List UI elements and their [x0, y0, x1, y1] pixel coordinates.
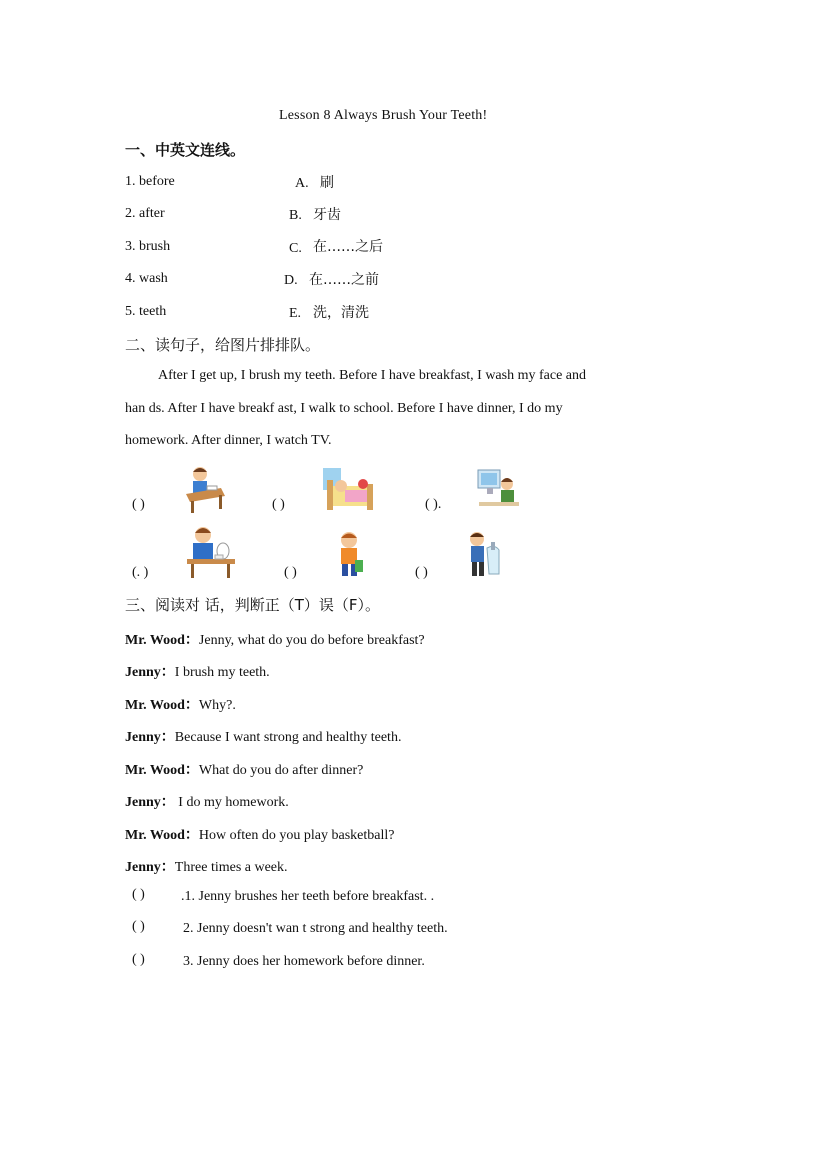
match-left-item: 5. teeth: [125, 304, 167, 319]
question-text: 2. Jenny doesn't wan t strong and healthy teeth.: [183, 921, 448, 936]
question-text: .1. Jenny brushes her teeth before breakfast. .: [181, 889, 435, 904]
match-right-item: 在……之后: [313, 239, 383, 255]
boy-eating-icon: [185, 523, 237, 579]
page-title: Lesson 8 Always Brush Your Teeth!: [279, 108, 488, 123]
dialogue-line: [125, 856, 288, 876]
boy-at-desk-icon: [181, 464, 226, 514]
answer-blank[interactable]: ( ): [132, 497, 145, 512]
answer-blank[interactable]: ( ): [272, 497, 285, 512]
dialogue-line: [125, 661, 270, 681]
dialogue-line: [125, 759, 363, 779]
dialogue-text: I brush my teeth.: [174, 665, 270, 680]
answer-blank[interactable]: ( ): [132, 919, 145, 934]
dialogue-line: [125, 791, 289, 811]
speaker: Jenny：: [125, 730, 175, 745]
boy-washing-icon: [465, 530, 501, 580]
dialogue-text: Three times a week.: [174, 860, 288, 875]
question-text: 3. Jenny does her homework before dinner.: [183, 954, 425, 969]
dialogue-text: Why?.: [198, 698, 236, 713]
dialogue-text: How often do you play basketball?: [198, 828, 395, 843]
dialogue-text: Jenny, what do you do before breakfast?: [198, 633, 425, 648]
passage-line: han ds. After I have breakf ast, I walk to school. Before I have dinner, I do my: [125, 401, 563, 416]
speaker: Jenny：: [125, 795, 175, 810]
answer-blank[interactable]: ( ): [415, 565, 428, 580]
dialogue-line: [125, 629, 425, 649]
boy-with-bag-icon: [333, 530, 367, 580]
section3-heading: 三、阅读对 话，判断正（T）误（F）。: [125, 596, 381, 614]
answer-blank[interactable]: ( ).: [425, 497, 442, 512]
passage-line: homework. After dinner, I watch TV.: [125, 433, 332, 448]
section2-heading: 二、读句子，给图片排排队。: [125, 336, 321, 354]
match-left-item: 2. after: [125, 206, 165, 221]
dialogue-text: Because I want strong and healthy teeth.: [174, 730, 402, 745]
boy-at-computer-icon: [475, 466, 521, 514]
match-left-item: 3. brush: [125, 239, 171, 254]
answer-blank[interactable]: ( ): [132, 952, 145, 967]
dialogue-line: [125, 824, 394, 844]
dialogue-line: [125, 726, 401, 746]
match-letter: C.: [289, 241, 302, 256]
boy-in-bed-icon: [321, 466, 378, 514]
dialogue-text: I do my homework.: [174, 795, 289, 810]
match-left-item: 4. wash: [125, 271, 168, 286]
match-letter: A.: [295, 176, 309, 191]
passage-line: After I get up, I brush my teeth. Before I have breakfast, I wash my face and: [158, 368, 586, 383]
match-left-item: 1. before: [125, 174, 175, 189]
section1-heading: 一、中英文连线。: [125, 141, 246, 159]
dialogue-line: [125, 694, 236, 714]
speaker: Jenny：: [125, 665, 175, 680]
dialogue-text: What do you do after dinner?: [198, 763, 364, 778]
answer-blank[interactable]: ( ): [132, 887, 145, 902]
answer-blank[interactable]: (. ): [132, 565, 149, 580]
speaker: Mr. Wood：: [125, 828, 199, 843]
match-letter: E.: [289, 306, 302, 321]
match-letter: B.: [289, 208, 302, 223]
match-right-item: 刷: [320, 175, 334, 191]
speaker: Mr. Wood：: [125, 633, 199, 648]
answer-blank[interactable]: ( ): [284, 565, 297, 580]
speaker: Mr. Wood：: [125, 698, 199, 713]
match-right-item: 在……之前: [309, 272, 379, 288]
match-right-item: 洗，清洗: [313, 305, 369, 321]
match-letter: D.: [284, 273, 298, 288]
speaker: Mr. Wood：: [125, 763, 199, 778]
match-right-item: 牙齿: [313, 207, 341, 223]
speaker: Jenny：: [125, 860, 175, 875]
